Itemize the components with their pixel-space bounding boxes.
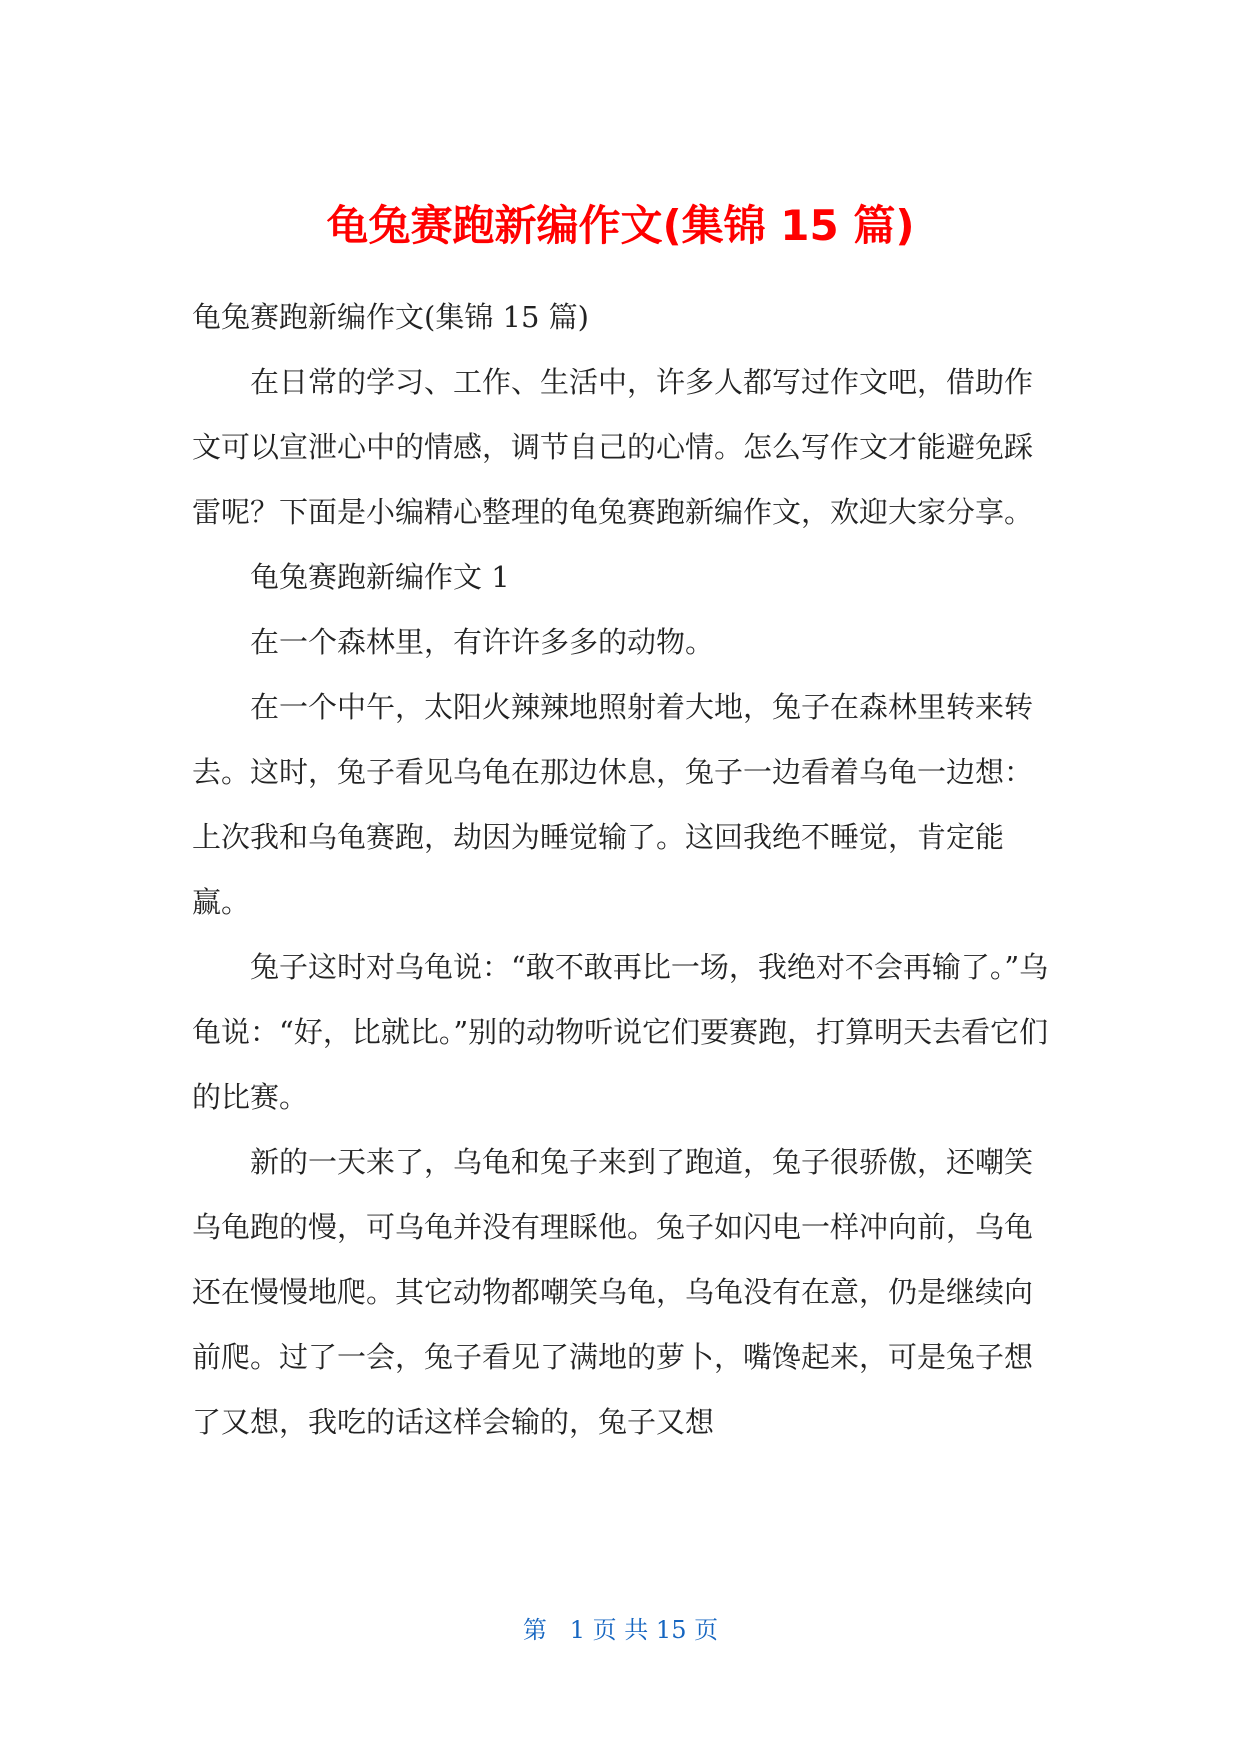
body-paragraph: 在一个中午，太阳火辣辣地照射着大地，兔子在森林里转来转去。这时，兔子看见乌龟在那边休息，兔子一边看着乌龟一边想：上次我和乌龟赛跑，劫因为睡觉输了。这回我绝不睡觉，肯定能赢。: [192, 690, 1034, 919]
section-heading: 龟兔赛跑新编作文 1: [250, 560, 510, 594]
page-number-footer: 第 1 页 共 15 页: [522, 1616, 719, 1644]
body-paragraph: 在一个森林里，有许许多多的动物。: [250, 625, 715, 659]
subtitle-paragraph: 龟兔赛跑新编作文(集锦 15 篇): [192, 300, 589, 334]
body-paragraph: 新的一天来了，乌龟和兔子来到了跑道，兔子很骄傲，还嘲笑乌龟跑的慢，可乌龟并没有理睬他。兔子如闪电一样冲向前，乌龟还在慢慢地爬。其它动物都嘲笑乌龟，乌龟没有在意，仍是继续向前爬。过了一会，兔子看见了满地的萝卜，嘴馋起来，可是兔子想了又想，我吃的话这样会输的，兔子又想: [192, 1145, 1034, 1439]
intro-paragraph: 在日常的学习、工作、生活中，许多人都写过作文吧，借助作文可以宣泄心中的情感，调节自己的心情。怎么写作文才能避免踩雷呢？下面是小编精心整理的龟兔赛跑新编作文，欢迎大家分享。: [192, 365, 1034, 529]
body-paragraph: 兔子这时对乌龟说：“敢不敢再比一场，我绝对不会再输了。”乌龟说：“好，比就比。”别的动物听说它们要赛跑，打算明天去看它们的比赛。: [192, 950, 1049, 1114]
document-title: 龟兔赛跑新编作文(集锦 15 篇): [326, 201, 915, 250]
document-body: [192, 285, 1052, 1455]
